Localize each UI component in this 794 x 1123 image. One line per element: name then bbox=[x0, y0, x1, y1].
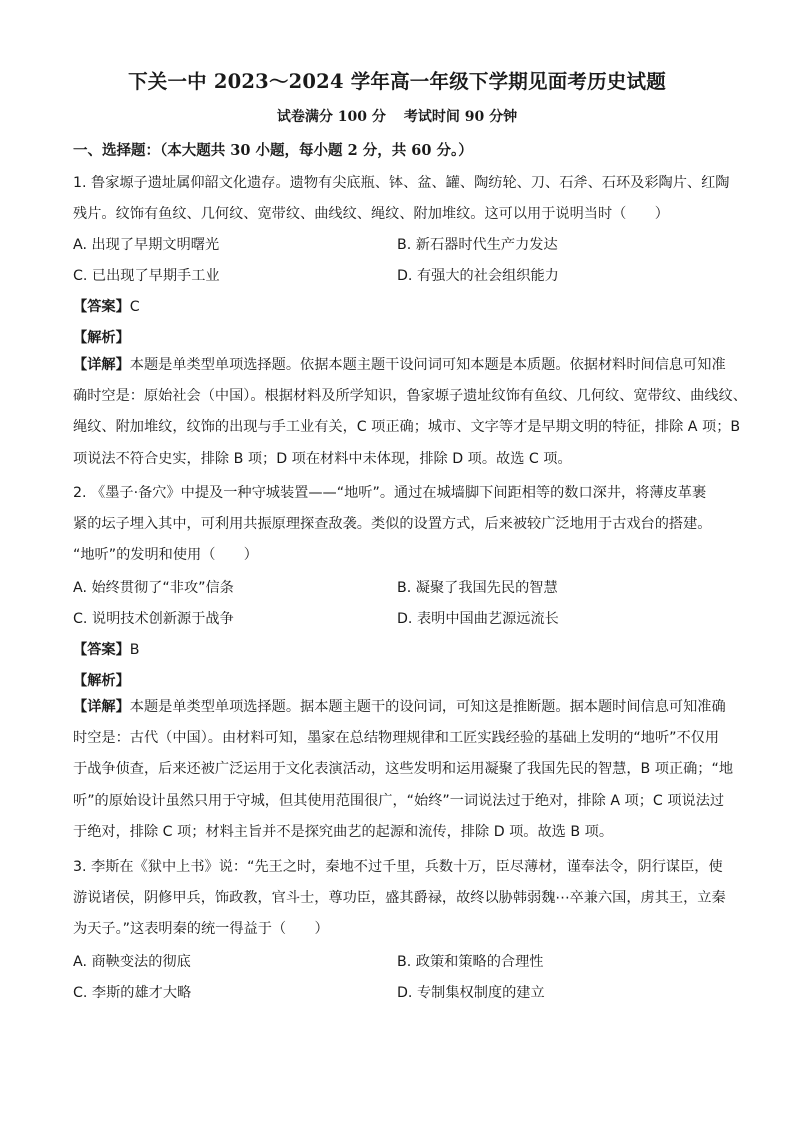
answer-label: 【答案】 bbox=[73, 642, 130, 658]
option-b: B. 政策和策略的合理性 bbox=[397, 954, 544, 970]
question-2-stem bbox=[73, 478, 723, 572]
question-2-answer bbox=[73, 639, 140, 659]
option-a: A. 商鞅变法的彻底 bbox=[73, 954, 191, 970]
answer-value: B bbox=[129, 642, 140, 658]
question-2-analysis-label: 【解析】 bbox=[73, 673, 130, 689]
detail-line: 确时空是：原始社会（中国）。根据材料及所学知识，鲁家塬子遗址纹饰有鱼纹、几何纹、宽带纹、曲线纹、 bbox=[73, 388, 747, 405]
exam-title: 下关一中 2023～2024 学年高一年级下学期见面考历史试题 bbox=[128, 70, 666, 93]
option-d: D. 表明中国曲艺源远流长 bbox=[397, 611, 559, 627]
question-2-detail bbox=[73, 692, 734, 848]
question-3-options bbox=[73, 951, 723, 1013]
question-1-analysis-label: 【解析】 bbox=[73, 330, 130, 346]
option-b: B. 凝聚了我国先民的智慧 bbox=[397, 580, 558, 596]
detail-line: 项说法不符合史实，排除 B 项；D 项在材料中未体现，排除 D 项。故选 C 项。 bbox=[73, 450, 572, 467]
question-1-options bbox=[73, 234, 723, 296]
stem-line: 为天子。”这表明秦的统一得益于（ ） bbox=[73, 921, 329, 938]
stem-line: 游说诸侯，阴修甲兵，饰政教，官斗士，尊功臣，盛其爵禄，故终以胁韩弱魏⋯卒兼六国，虏其王，立秦 bbox=[73, 890, 726, 907]
stem-line: 残片。纹饰有鱼纹、几何纹、宽带纹、曲线纹、绳纹、附加堆纹。这可以用于说明当时（ ） bbox=[73, 206, 669, 223]
detail-line: 听”的原始设计虽然只用于守城，但其使用范围很广，“始终”一词说法过于绝对，排除 A 项；C 项说法过 bbox=[73, 792, 725, 809]
detail-line: 时空是：古代（中国）。由材料可知，墨家在总结物理规律和工匠实践经验的基础上发明的“地听”不仅用 bbox=[73, 730, 720, 747]
option-c: C. 已出现了早期手工业 bbox=[73, 268, 220, 284]
detail-line: 于战争侦查，后来还被广泛运用于文化表演活动，这些发明和运用凝聚了我国先民的智慧，B 项正确；“地 bbox=[73, 761, 734, 778]
stem-line: 紧的坛子埋入其中，可利用共振原理探查敌袭。类似的设置方式，后来被较广泛地用于古戏台的搭建。 bbox=[73, 516, 712, 533]
option-c: C. 说明技术创新源于战争 bbox=[73, 611, 234, 627]
exam-subtitle bbox=[0, 106, 794, 126]
full-score: 试卷满分 100 分 bbox=[276, 109, 386, 125]
stem-line: “地听”的发明和使用（ ） bbox=[73, 547, 258, 564]
detail-label: 【详解】 bbox=[73, 357, 130, 373]
stem-line: 1. 鲁家塬子遗址属仰韶文化遗存。遗物有尖底瓶、钵、盆、罐、陶纺轮、刀、石斧、石环及彩陶片、红陶 bbox=[73, 175, 730, 191]
question-2-options bbox=[73, 577, 723, 639]
stem-line: 3. 李斯在《狱中上书》说：“先王之时，秦地不过千里，兵数十万，臣尽薄材，谨奉法令，阴行谋臣，使 bbox=[73, 859, 723, 875]
detail-line: 本题是单类型单项选择题。据本题主题干的设问词，可知这是推断题。据本题时间信息可知准确 bbox=[129, 699, 726, 715]
question-1-detail bbox=[73, 350, 747, 475]
question-1-answer bbox=[73, 296, 140, 316]
answer-value: C bbox=[129, 299, 140, 315]
detail-line: 绳纹、附加堆纹，纹饰的出现与手工业有关，C 项正确；城市、文字等才是早期文明的特征，排除 A 项；B bbox=[73, 419, 741, 436]
detail-line: 本题是单类型单项选择题。依据本题主题干设问词可知本题是本质题。依据材料时间信息可知准 bbox=[129, 357, 726, 373]
answer-label: 【答案】 bbox=[73, 299, 130, 315]
option-b: B. 新石器时代生产力发达 bbox=[397, 237, 558, 253]
option-d: D. 有强大的社会组织能力 bbox=[397, 268, 559, 284]
option-d: D. 专制集权制度的建立 bbox=[397, 985, 545, 1001]
question-3-stem bbox=[73, 852, 726, 946]
option-a: A. 始终贯彻了“非攻”信条 bbox=[73, 580, 234, 596]
question-1-stem bbox=[73, 168, 730, 230]
detail-label: 【详解】 bbox=[73, 699, 130, 715]
detail-line: 于绝对，排除 C 项；材料主旨并不是探究曲艺的起源和流传，排除 D 项。故选 B 项。 bbox=[73, 823, 614, 840]
option-a: A. 出现了早期文明曙光 bbox=[73, 237, 220, 253]
stem-line: 2. 《墨子·备穴》中提及一种守城装置——“地听”。通过在城墙脚下间距相等的数口深井，将薄皮革裹 bbox=[73, 485, 707, 501]
section-heading: 一、选择题：（本大题共 30 小题，每小题 2 分，共 60 分。） bbox=[73, 142, 473, 159]
option-c: C. 李斯的雄才大略 bbox=[73, 985, 192, 1001]
exam-duration: 考试时间 90 分钟 bbox=[403, 109, 518, 125]
